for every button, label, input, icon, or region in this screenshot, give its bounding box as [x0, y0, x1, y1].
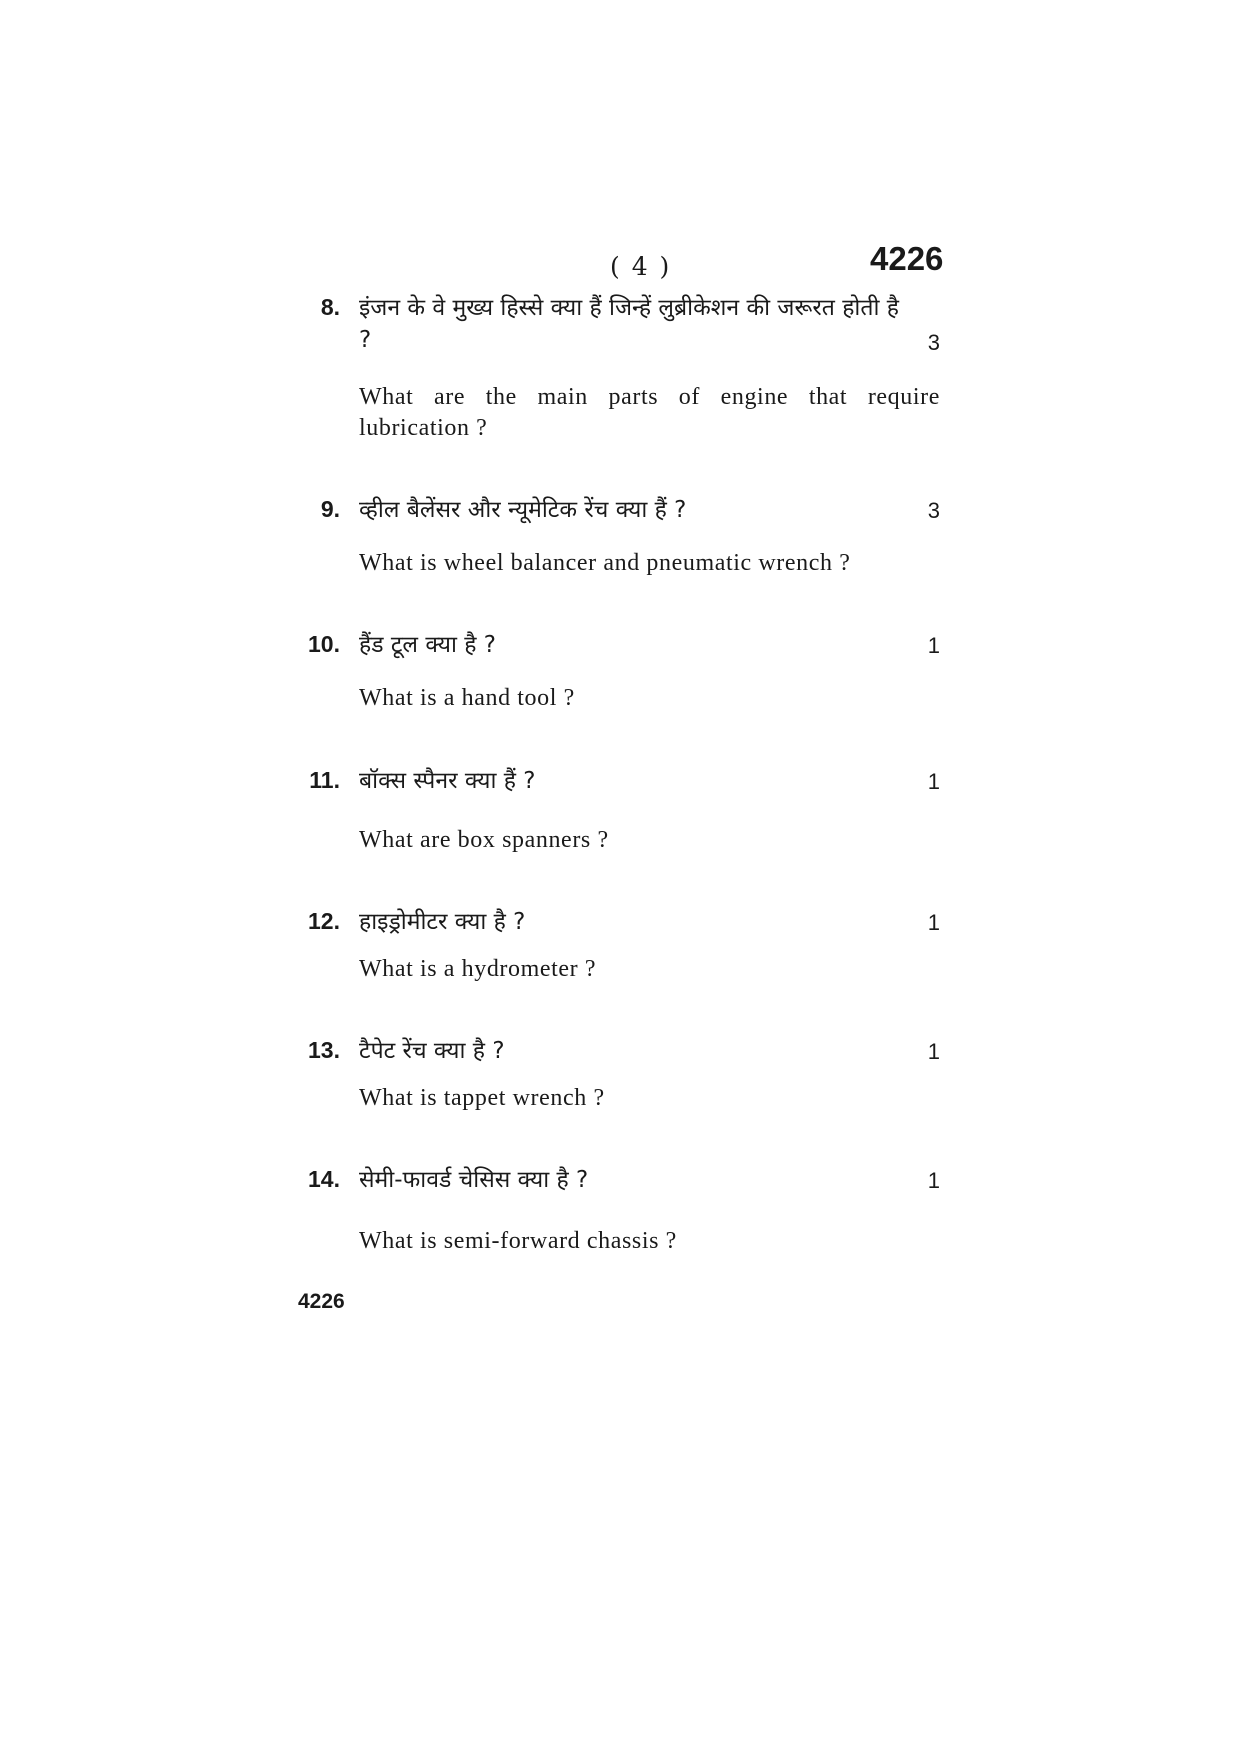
- page-number: ( 4 ): [610, 252, 672, 281]
- question-english: What is a hydrometer ?: [359, 956, 597, 982]
- question-english: What is tappet wrench ?: [359, 1085, 605, 1111]
- question-marks: 1: [927, 1039, 940, 1064]
- question-hindi: हाइड्रोमीटर क्या है ?: [359, 909, 526, 935]
- question-number: 8.: [320, 294, 340, 320]
- question-marks: 1: [927, 1168, 940, 1193]
- question-marks: 3: [927, 498, 940, 523]
- question-hindi: बॉक्स स्पैनर क्या हैं ?: [359, 768, 536, 794]
- question-hindi: इंजन के वे मुख्य हिस्से क्या हैं जिन्हें लुब्रीकेशन की जरूरत होती है ?: [359, 295, 899, 353]
- question-marks: 1: [927, 910, 940, 935]
- question-number: 9.: [320, 496, 340, 522]
- question-number: 14.: [308, 1166, 340, 1192]
- question-number: 13.: [308, 1037, 340, 1063]
- question-hindi: सेमी-फावर्ड चेसिस क्या है ?: [359, 1167, 589, 1193]
- question-hindi: व्हील बैलेंसर और न्यूमेटिक रेंच क्या हैं ?: [359, 497, 687, 523]
- question-hindi: टैपेट रेंच क्या है ?: [359, 1038, 505, 1064]
- question-english: What are box spanners ?: [359, 827, 609, 853]
- question-marks: 1: [927, 769, 940, 794]
- question-number: 11.: [309, 767, 340, 793]
- question-marks: 1: [927, 633, 940, 658]
- question-marks: 3: [927, 330, 940, 355]
- paper-code-top: 4226: [870, 240, 944, 277]
- question-english: What are the main parts of engine that require lubrication ?: [359, 384, 940, 441]
- question-number: 10.: [308, 631, 340, 657]
- question-english: What is wheel balancer and pneumatic wrench ?: [359, 550, 851, 576]
- question-english: What is a hand tool ?: [359, 685, 575, 711]
- question-number: 12.: [308, 908, 340, 934]
- question-english: What is semi-forward chassis ?: [359, 1228, 677, 1254]
- paper-code-bottom: 4226: [298, 1290, 345, 1313]
- question-hindi: हैंड टूल क्या है ?: [359, 632, 496, 658]
